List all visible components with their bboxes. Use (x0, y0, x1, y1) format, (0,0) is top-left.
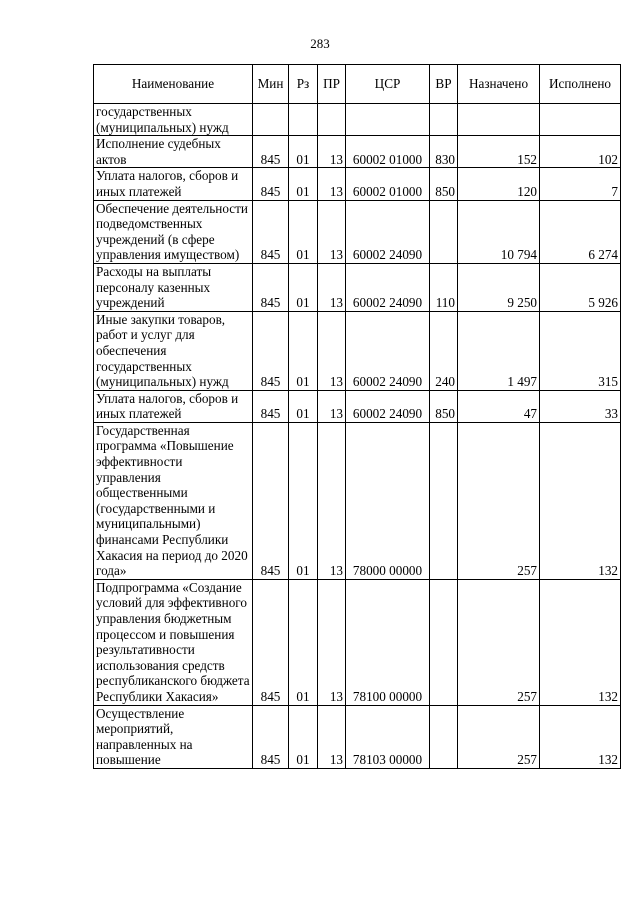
cell-min: 845 (253, 168, 289, 200)
cell-rz: 01 (289, 422, 318, 579)
cell-vr (430, 422, 458, 579)
cell-pr: 13 (318, 579, 346, 705)
cell-executed: 5 926 (540, 263, 621, 311)
table-row (94, 200, 621, 263)
cell-name: Государственная программа «Повышение эффективности управления общественными (государственными и муниципальными) финансами Республики Хакасия на период до 2020 года» (94, 422, 253, 579)
cell-executed: 33 (540, 390, 621, 422)
cell-rz: 01 (289, 390, 318, 422)
header-csr: ЦСР (346, 65, 430, 104)
cell-name: Уплата налогов, сборов и иных платежей (94, 168, 253, 200)
cell-csr: 78100 00000 (346, 579, 430, 705)
cell-vr (430, 579, 458, 705)
cell-name: Осуществление мероприятий, направленных на повышение (94, 705, 253, 768)
header-vr: ВР (430, 65, 458, 104)
cell-name: Обеспечение деятельности подведомственных учреждений (в сфере управления имуществом) (94, 200, 253, 263)
cell-rz: 01 (289, 136, 318, 168)
table-row (94, 579, 621, 705)
cell-pr: 13 (318, 168, 346, 200)
cell-assigned: 257 (458, 422, 540, 579)
table-row (94, 136, 621, 168)
cell-pr (318, 104, 346, 136)
table-row (94, 390, 621, 422)
budget-table (93, 64, 621, 769)
table-row (94, 311, 621, 390)
cell-pr: 13 (318, 200, 346, 263)
cell-rz: 01 (289, 311, 318, 390)
cell-vr (430, 200, 458, 263)
cell-name: Иные закупки товаров, работ и услуг для обеспечения государственных (муниципальных) нужд (94, 311, 253, 390)
cell-name: Подпрограмма «Создание условий для эффективного управления бюджетным процессом и повышения результативности использования средств республиканского бюджета Республики Хакасия» (94, 579, 253, 705)
header-pr: ПР (318, 65, 346, 104)
header-rz: Рз (289, 65, 318, 104)
header-min: Мин (253, 65, 289, 104)
header-executed: Исполнено (540, 65, 621, 104)
cell-pr: 13 (318, 390, 346, 422)
cell-vr: 110 (430, 263, 458, 311)
cell-executed: 132 (540, 705, 621, 768)
table-row (94, 168, 621, 200)
cell-csr: 78103 00000 (346, 705, 430, 768)
cell-vr: 850 (430, 390, 458, 422)
cell-csr: 60002 01000 (346, 136, 430, 168)
cell-rz: 01 (289, 263, 318, 311)
table-row (94, 705, 621, 768)
cell-vr: 850 (430, 168, 458, 200)
cell-csr: 60002 24090 (346, 311, 430, 390)
table-row (94, 263, 621, 311)
cell-rz: 01 (289, 705, 318, 768)
cell-vr: 240 (430, 311, 458, 390)
header-name: Наименование (94, 65, 253, 104)
cell-assigned: 47 (458, 390, 540, 422)
cell-vr: 830 (430, 136, 458, 168)
cell-assigned: 257 (458, 705, 540, 768)
cell-min: 845 (253, 579, 289, 705)
cell-name: Уплата налогов, сборов и иных платежей (94, 390, 253, 422)
header-assigned: Назначено (458, 65, 540, 104)
cell-rz: 01 (289, 200, 318, 263)
cell-assigned (458, 104, 540, 136)
cell-pr: 13 (318, 311, 346, 390)
cell-assigned: 257 (458, 579, 540, 705)
cell-min (253, 104, 289, 136)
cell-vr (430, 104, 458, 136)
cell-executed: 132 (540, 579, 621, 705)
cell-executed: 7 (540, 168, 621, 200)
table-body (94, 104, 621, 769)
cell-name: Расходы на выплаты персоналу казенных учреждений (94, 263, 253, 311)
cell-csr (346, 104, 430, 136)
cell-min: 845 (253, 422, 289, 579)
cell-executed: 132 (540, 422, 621, 579)
cell-csr: 60002 01000 (346, 168, 430, 200)
cell-name: Исполнение судебных актов (94, 136, 253, 168)
table-row (94, 422, 621, 579)
cell-executed (540, 104, 621, 136)
cell-assigned: 9 250 (458, 263, 540, 311)
cell-csr: 60002 24090 (346, 390, 430, 422)
cell-pr: 13 (318, 136, 346, 168)
cell-assigned: 10 794 (458, 200, 540, 263)
cell-executed: 102 (540, 136, 621, 168)
cell-min: 845 (253, 311, 289, 390)
cell-rz: 01 (289, 168, 318, 200)
cell-csr: 78000 00000 (346, 422, 430, 579)
cell-pr: 13 (318, 263, 346, 311)
cell-assigned: 1 497 (458, 311, 540, 390)
cell-assigned: 120 (458, 168, 540, 200)
cell-csr: 60002 24090 (346, 263, 430, 311)
table-header-row (94, 65, 621, 104)
cell-executed: 6 274 (540, 200, 621, 263)
cell-assigned: 152 (458, 136, 540, 168)
cell-rz (289, 104, 318, 136)
cell-min: 845 (253, 263, 289, 311)
cell-pr: 13 (318, 422, 346, 579)
cell-min: 845 (253, 200, 289, 263)
cell-vr (430, 705, 458, 768)
cell-min: 845 (253, 390, 289, 422)
cell-name: государственных (муниципальных) нужд (94, 104, 253, 136)
cell-executed: 315 (540, 311, 621, 390)
cell-min: 845 (253, 136, 289, 168)
table-row (94, 104, 621, 136)
page-number: 283 (310, 36, 330, 51)
cell-min: 845 (253, 705, 289, 768)
cell-rz: 01 (289, 579, 318, 705)
cell-pr: 13 (318, 705, 346, 768)
cell-csr: 60002 24090 (346, 200, 430, 263)
